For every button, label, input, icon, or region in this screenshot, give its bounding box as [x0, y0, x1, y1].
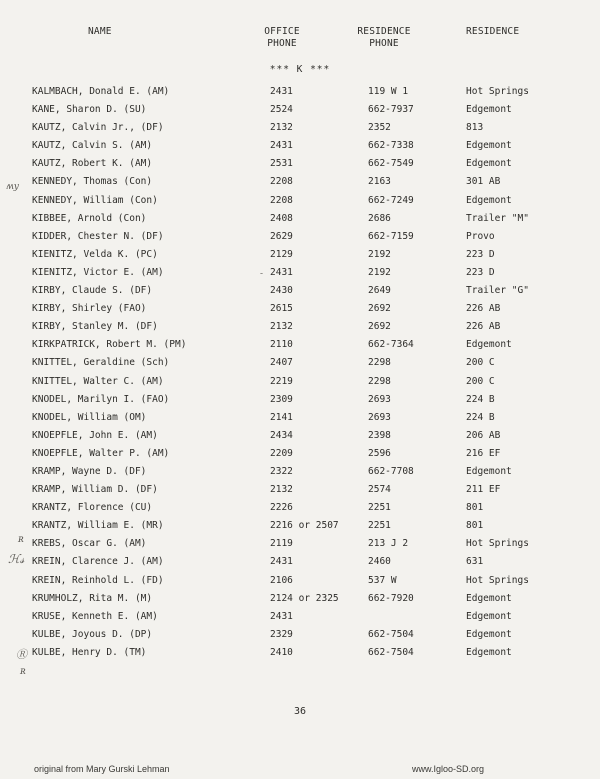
entry-name: KNITTEL, Walter C. (AM)	[32, 375, 164, 387]
directory-entry	[0, 158, 600, 176]
entry-name: KIRBY, Shirley (FAO)	[32, 303, 147, 315]
entry-residence-phone: 2574	[368, 484, 391, 496]
entry-residence: Edgemont	[466, 465, 512, 477]
handwritten-mark-kennedy: ʍy	[6, 182, 19, 192]
entry-name: KALMBACH, Donald E. (AM)	[32, 86, 170, 97]
entry-office-phone: 2226	[270, 502, 293, 514]
entry-residence-phone: 213 J 2	[368, 538, 409, 550]
handwritten-mark-kulbe-joyous: Ⓡ	[16, 648, 27, 661]
entry-residence-phone: 662-7937	[368, 104, 414, 116]
entry-residence-phone: 662-7249	[368, 194, 414, 206]
entry-residence: Edgemont	[466, 646, 512, 658]
header-res-phone-line1: RESIDENCE	[357, 26, 411, 37]
entry-residence: 200 C	[466, 375, 495, 387]
directory-entry	[0, 430, 600, 448]
entry-name: KIENITZ, Victor E. (AM)	[32, 266, 164, 278]
directory-entry	[0, 466, 600, 484]
directory-entry	[0, 122, 600, 140]
entry-residence: Edgemont	[466, 628, 512, 640]
entry-name: KRANTZ, William E. (MR)	[32, 520, 164, 532]
entry-name: KREBS, Oscar G. (AM)	[32, 538, 147, 550]
entry-residence-phone: 2251	[368, 502, 391, 514]
header-office-phone	[258, 26, 306, 50]
entry-name: KNOEPFLE, Walter P. (AM)	[32, 447, 170, 459]
directory-entry	[0, 484, 600, 502]
entry-residence: Hot Springs	[466, 538, 529, 550]
section-title: *** K ***	[269, 64, 331, 75]
directory-entry	[0, 195, 600, 213]
directory-entry	[0, 339, 600, 357]
entry-name: KREIN, Clarence J. (AM)	[32, 556, 164, 568]
entry-residence: Provo	[466, 230, 495, 242]
entry-residence: 226 AB	[466, 321, 501, 333]
entry-residence: 226 AB	[466, 303, 501, 315]
directory-entry	[0, 538, 600, 556]
entry-residence: 200 C	[466, 357, 495, 369]
entry-name: KANE, Sharon D. (SU)	[32, 104, 147, 116]
entry-residence: 224 B	[466, 393, 495, 405]
entry-name: KAUTZ, Calvin S. (AM)	[32, 140, 153, 152]
entry-residence: Trailer "M"	[466, 212, 529, 224]
directory-entry	[0, 376, 600, 394]
entry-name: KIBBEE, Arnold (Con)	[32, 212, 147, 224]
directory-entry	[0, 647, 600, 665]
directory-entry	[0, 86, 600, 104]
directory-entry	[0, 321, 600, 339]
entry-office-phone: 2629	[270, 230, 293, 242]
entry-residence-phone: 2460	[368, 556, 391, 568]
entry-office-phone: 2132	[270, 484, 293, 496]
entry-office-phone: 2431	[270, 610, 293, 622]
directory-entry	[0, 213, 600, 231]
entry-residence-phone: 2692	[368, 303, 391, 315]
entry-residence-phone: 662-7504	[368, 646, 414, 658]
entry-office-phone: 2208	[270, 176, 293, 188]
directory-entry	[0, 556, 600, 574]
directory-entry	[0, 303, 600, 321]
directory-entry	[0, 267, 600, 285]
entry-residence-phone: 2163	[368, 176, 391, 188]
entry-residence: Edgemont	[466, 158, 512, 170]
entry-residence: 211 EF	[466, 484, 501, 496]
handwritten-mark-krantz: ʀ	[18, 534, 24, 545]
entry-residence-phone: 2686	[368, 212, 391, 224]
directory-entry	[0, 285, 600, 303]
entry-residence: 216 EF	[466, 447, 501, 459]
entry-office-phone: 2431	[270, 140, 293, 152]
entry-name: KRAMP, William D. (DF)	[32, 484, 158, 496]
footer-credit: original from Mary Gurski Lehman	[34, 764, 170, 774]
entry-name: KIENITZ, Velda K. (PC)	[32, 248, 158, 260]
entry-residence: 223 D	[466, 266, 495, 278]
entry-office-phone: 2329	[270, 628, 293, 640]
entry-office-phone: 2430	[270, 285, 293, 297]
entry-name: KRANTZ, Florence (CU)	[32, 502, 153, 514]
entry-office-phone: 2431	[270, 266, 293, 278]
entry-residence-phone: 662-7504	[368, 628, 414, 640]
header-res-phone-line2: PHONE	[369, 38, 399, 49]
entry-residence: Hot Springs	[466, 574, 529, 586]
entry-office-phone: 2110	[270, 339, 293, 351]
entry-office-phone: 2615	[270, 303, 293, 315]
entry-office-phone: 2309	[270, 393, 293, 405]
page-number: 36	[293, 706, 307, 717]
directory-entry	[0, 176, 600, 194]
directory-entry	[0, 575, 600, 593]
entry-residence-phone: 662-7364	[368, 339, 414, 351]
header-residence-phone	[352, 26, 416, 50]
entry-residence: 801	[466, 520, 484, 532]
directory-entry	[0, 249, 600, 267]
entry-office-phone: 2132	[270, 122, 293, 134]
entry-name: KRUSE, Kenneth E. (AM)	[32, 610, 158, 622]
entry-name: KIRKPATRICK, Robert M. (PM)	[32, 339, 187, 351]
entry-residence-phone: 2693	[368, 393, 391, 405]
entry-residence-phone: 2192	[368, 266, 391, 278]
entry-office-phone: 2129	[270, 248, 293, 260]
directory-entry	[0, 520, 600, 538]
entry-office-phone: 2524	[270, 104, 293, 116]
entry-residence-phone: 662-7338	[368, 140, 414, 152]
header-name: NAME	[88, 26, 112, 37]
entry-residence: Edgemont	[466, 194, 512, 206]
directory-entry	[0, 448, 600, 466]
entry-residence-phone: 662-7159	[368, 230, 414, 242]
entry-residence-phone: 662-7920	[368, 592, 414, 604]
entry-name: KNITTEL, Geraldine (Sch)	[32, 357, 170, 369]
directory-entry	[0, 140, 600, 158]
entry-office-phone: 2531	[270, 158, 293, 170]
entry-office-phone: 2431	[270, 86, 293, 97]
entry-name: KREIN, Reinhold L. (FD)	[32, 574, 164, 586]
entry-residence: 631	[466, 556, 484, 568]
directory-entry	[0, 357, 600, 375]
entry-residence: Trailer "G"	[466, 285, 529, 297]
entry-residence-phone: 662-7708	[368, 465, 414, 477]
entry-office-phone: 2208	[270, 194, 293, 206]
entry-name: KENNEDY, Thomas (Con)	[32, 176, 153, 188]
directory-list	[0, 86, 600, 665]
footer-site: www.Igloo-SD.org	[412, 764, 485, 774]
entry-name: KULBE, Henry D. (TM)	[32, 646, 147, 658]
entry-office-phone: 2407	[270, 357, 293, 369]
directory-entry	[0, 611, 600, 629]
entry-residence: Hot Springs	[466, 86, 529, 97]
entry-residence-phone: 2692	[368, 321, 391, 333]
entry-residence-phone: 537 W	[368, 574, 397, 586]
entry-name: KNODEL, William (OM)	[32, 411, 147, 423]
entry-residence-phone: 2596	[368, 447, 391, 459]
entry-name: KRUMHOLZ, Rita M. (M)	[32, 592, 153, 604]
header-residence: RESIDENCE	[466, 26, 520, 37]
entry-residence-phone: 2192	[368, 248, 391, 260]
directory-entry	[0, 593, 600, 611]
entry-name: KNODEL, Marilyn I. (FAO)	[32, 393, 170, 405]
entry-office-phone: 2322	[270, 465, 293, 477]
entry-office-phone: 2209	[270, 447, 293, 459]
entry-residence-phone: 2693	[368, 411, 391, 423]
entry-residence-phone: 2398	[368, 429, 391, 441]
entry-name: KIDDER, Chester N. (DF)	[32, 230, 164, 242]
entry-name: KIRBY, Claude S. (DF)	[32, 285, 153, 297]
entry-name: KIRBY, Stanley M. (DF)	[32, 321, 158, 333]
entry-name: KULBE, Joyous D. (DP)	[32, 628, 153, 640]
entry-residence: 224 B	[466, 411, 495, 423]
entry-residence-phone: 2298	[368, 375, 391, 387]
entry-office-phone: 2119	[270, 538, 293, 550]
entry-office-phone: 2408	[270, 212, 293, 224]
directory-entry	[0, 502, 600, 520]
entry-residence: 206 AB	[466, 429, 501, 441]
entry-residence: 813	[466, 122, 484, 134]
header-office-line1: OFFICE	[264, 26, 300, 37]
directory-entry	[0, 394, 600, 412]
entry-residence-phone: 2649	[368, 285, 391, 297]
entry-office-phone: 2434	[270, 429, 293, 441]
entry-residence: 223 D	[466, 248, 495, 260]
entry-residence-phone: 2251	[368, 520, 391, 532]
entry-residence: Edgemont	[466, 339, 512, 351]
entry-residence-phone: 662-7549	[368, 158, 414, 170]
entry-residence: Edgemont	[466, 104, 512, 116]
entry-residence: 301 AB	[466, 176, 501, 188]
handwritten-mark-kulbe-henry: ʀ	[20, 666, 26, 677]
handwritten-mark-krebs: ℋ𝓈	[8, 552, 25, 566]
entry-residence-phone: 2298	[368, 357, 391, 369]
directory-entry	[0, 104, 600, 122]
entry-office-phone: 2124 or 2325	[270, 592, 339, 604]
entry-office-phone: 2106	[270, 574, 293, 586]
entry-residence-phone: 119 W 1	[368, 86, 409, 97]
entry-name: KNOEPFLE, John E. (AM)	[32, 429, 158, 441]
entry-office-phone: 2410	[270, 646, 293, 658]
entry-office-phone: 2431	[270, 556, 293, 568]
directory-entry	[0, 231, 600, 249]
directory-entry	[0, 412, 600, 430]
directory-entry	[0, 629, 600, 647]
entry-name: KRAMP, Wayne D. (DF)	[32, 465, 147, 477]
entry-name: KAUTZ, Calvin Jr., (DF)	[32, 122, 164, 134]
entry-name: KAUTZ, Robert K. (AM)	[32, 158, 153, 170]
entry-office-phone: 2132	[270, 321, 293, 333]
entry-office-phone: 2216 or 2507	[270, 520, 339, 532]
entry-office-phone: 2219	[270, 375, 293, 387]
entry-residence-phone: 2352	[368, 122, 391, 134]
entry-name: KENNEDY, William (Con)	[32, 194, 158, 206]
handwritten-tick: -	[260, 269, 264, 279]
entry-residence: Edgemont	[466, 592, 512, 604]
header-office-line2: PHONE	[267, 38, 297, 49]
entry-residence: Edgemont	[466, 610, 512, 622]
entry-residence: 801	[466, 502, 484, 514]
entry-office-phone: 2141	[270, 411, 293, 423]
entry-residence: Edgemont	[466, 140, 512, 152]
